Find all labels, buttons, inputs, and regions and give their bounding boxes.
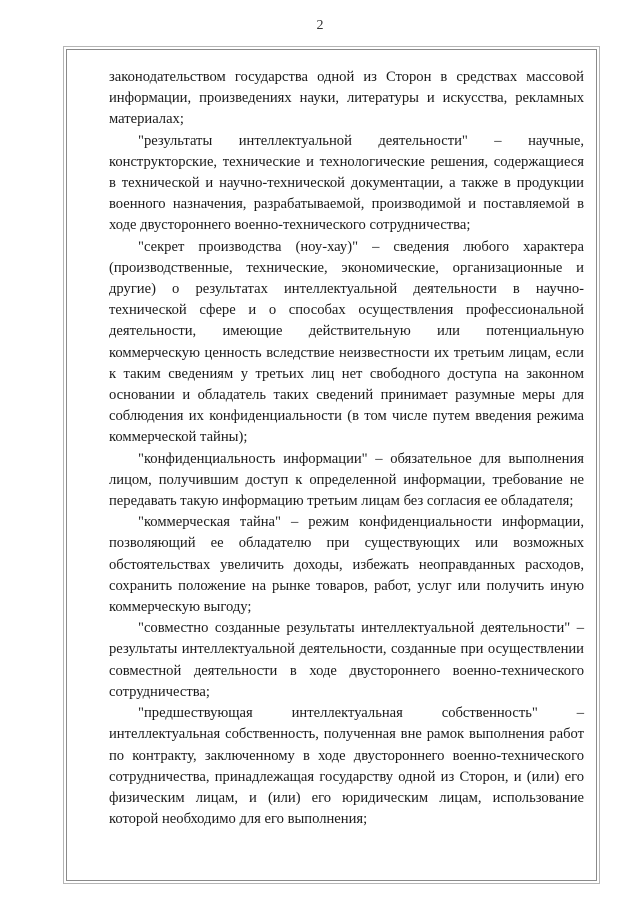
page-number: 2 — [316, 18, 324, 33]
definition-know-how: "секрет производства (ноу-хау)" – сведения любого характера (производственные, технические, экономические, организационные и другие) о результатах интеллектуальной деятельности в научно-технической сфере и о способах осуществления профессиональной деятельности, имеющие действительную или потенциальную коммерческую ценность вследствие неизвестности их третьим лицам, если к таким сведениям у третьих лиц нет свободного доступа на законном основании и обладатель таких сведений принимает разумные меры для соблюдения их конфиденциальности (в том числе путем введения режима коммерческой тайны); — [109, 238, 584, 446]
definition-trade-secret: "коммерческая тайна" – режим конфиденциальности информации, позволяющий ее обладателю при существующих или возможных обстоятельствах увеличить доходы, избежать неоправданных расходов, сохранить положение на рынке товаров, работ, услуг или получить иную коммерческую выгоду; — [109, 514, 584, 616]
document-body — [109, 67, 584, 830]
paragraph-continuation: законодательством государства одной из Сторон в средствах массовой информации, произведениях науки, литературы и искусства, рекламных материалах; — [109, 69, 584, 128]
definition-prior-intellectual-property: "предшествующая интеллектуальная собственность" – интеллектуальная собственность, полученная вне рамок выполнения работ по контракту, заключенному в ходе двустороннего военно-технического сотрудничества, принадлежащая государству одной из Сторон, и (или) его физическим лицам, и (или) его юридическим лицам, использование которой необходимо для его выполнения; — [109, 705, 584, 828]
definition-intellectual-results: "результаты интеллектуальной деятельности" – научные, конструкторские, технические и технологические решения, содержащиеся в технической и научно-технической документации, а также в продукции военного назначения, разрабатываемой, производимой и поставляемой в ходе двустороннего военно-технического сотрудничества; — [109, 132, 584, 234]
definition-information-confidentiality: "конфиденциальность информации" – обязательное для выполнения лицом, получившим доступ к определенной информации, требование не передавать такую информацию третьим лицам без согласия ее обладателя; — [109, 450, 584, 510]
definition-jointly-created-results: "совместно созданные результаты интеллектуальной деятельности" – результаты интеллектуальной деятельности, созданные при осуществлении совместной деятельности в ходе двустороннего военно-технического сотрудничества; — [109, 620, 584, 700]
